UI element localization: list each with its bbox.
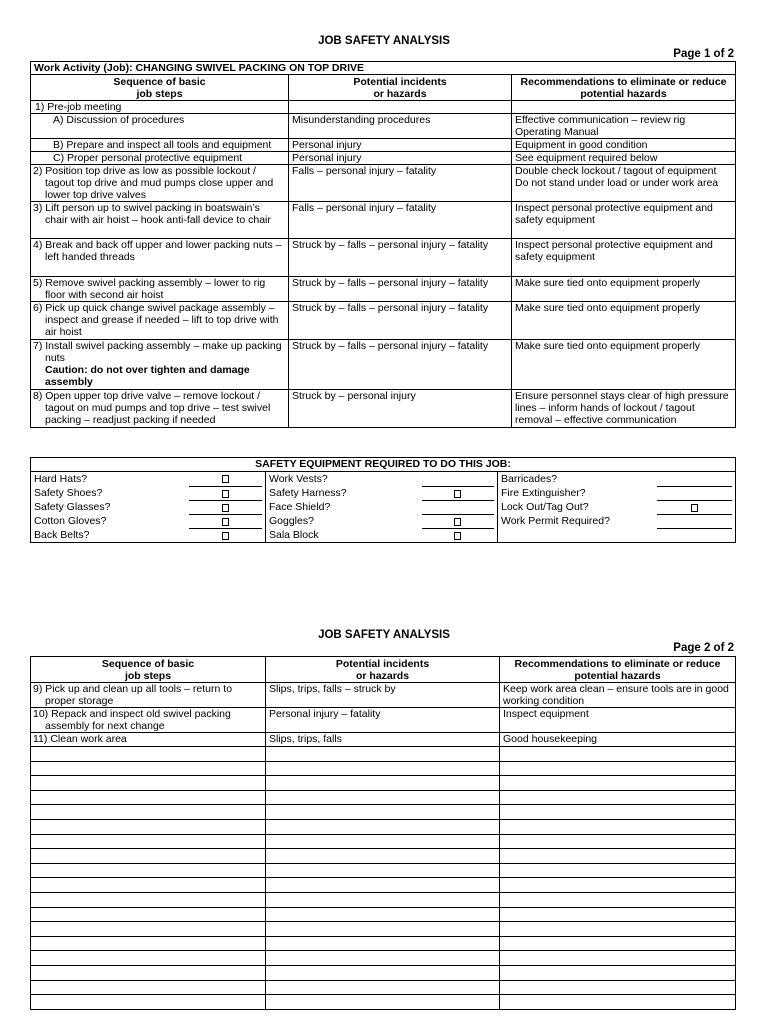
checkbox-icon[interactable] bbox=[222, 504, 229, 512]
hazard-cell: Slips, trips, falls bbox=[266, 733, 500, 747]
blank-cell[interactable] bbox=[500, 747, 736, 762]
blank-cell[interactable] bbox=[266, 776, 500, 791]
equipment-row bbox=[31, 528, 736, 543]
blank-cell[interactable] bbox=[31, 834, 266, 849]
checkbox-icon[interactable] bbox=[222, 518, 229, 526]
blank-row bbox=[31, 790, 736, 805]
table-row bbox=[31, 152, 736, 165]
page1-page-label: Page 1 of 2 bbox=[673, 48, 734, 60]
checkbox-icon[interactable] bbox=[454, 532, 461, 540]
blank-row bbox=[31, 907, 736, 922]
equipment-label: Safety Glasses? bbox=[31, 500, 186, 514]
blank-cell[interactable] bbox=[266, 761, 500, 776]
hazard-cell: Struck by – falls – personal injury – fatality bbox=[289, 277, 512, 302]
blank-cell[interactable] bbox=[266, 878, 500, 893]
safety-equipment-heading: SAFETY EQUIPMENT REQUIRED TO DO THIS JOB: bbox=[31, 458, 736, 472]
recommendation-cell: Keep work area clean – ensure tools are in good working condition bbox=[500, 683, 736, 708]
blank-cell[interactable] bbox=[31, 936, 266, 951]
step-text: 7) Install swivel packing assembly – make up packing nuts bbox=[33, 340, 282, 364]
blank-cell[interactable] bbox=[500, 805, 736, 820]
blank-cell[interactable] bbox=[31, 819, 266, 834]
recommendation-cell: Good housekeeping bbox=[500, 733, 736, 747]
blank-cell[interactable] bbox=[500, 863, 736, 878]
blank-cell[interactable] bbox=[500, 951, 736, 966]
blank-cell[interactable] bbox=[500, 776, 736, 791]
step-cell: 5) Remove swivel packing assembly – lower to rig floor with second air hoist bbox=[31, 277, 289, 302]
equipment-check-cell bbox=[419, 514, 498, 528]
blank-row bbox=[31, 819, 736, 834]
jsa-table-page2 bbox=[30, 656, 736, 1010]
blank-cell[interactable] bbox=[31, 907, 266, 922]
table-row bbox=[31, 708, 736, 733]
header-hazards: Potential incidents or hazards bbox=[266, 657, 500, 683]
step-cell: B) Prepare and inspect all tools and equipment bbox=[31, 139, 289, 152]
hazard-cell: Personal injury bbox=[289, 139, 512, 152]
hazard-cell: Struck by – falls – personal injury – fatality bbox=[289, 239, 512, 277]
blank-row bbox=[31, 805, 736, 820]
blank-cell[interactable] bbox=[31, 805, 266, 820]
blank-row bbox=[31, 776, 736, 791]
header-hazards: Potential incidents or hazards bbox=[289, 75, 512, 101]
equipment-label: Fire Extinguisher? bbox=[498, 486, 654, 500]
step-cell: 11) Clean work area bbox=[31, 733, 266, 747]
table-row bbox=[31, 340, 736, 390]
blank-cell[interactable] bbox=[31, 849, 266, 864]
blank-cell[interactable] bbox=[266, 892, 500, 907]
step-cell: 6) Pick up quick change swivel package assembly – inspect and grease if needed – lift to top drive with air hoist bbox=[31, 302, 289, 340]
recommendation-cell: Double check lockout / tagout of equipment Do not stand under load or under work area bbox=[512, 165, 736, 202]
equipment-check-cell bbox=[186, 528, 266, 543]
step-cell: 1) Pre-job meeting bbox=[31, 101, 289, 114]
blank-cell[interactable] bbox=[266, 922, 500, 937]
blank-row bbox=[31, 936, 736, 951]
step-cell: 3) Lift person up to swivel packing in boatswain’s chair with air hoist – hook anti-fall device to chair bbox=[31, 202, 289, 239]
blank-row bbox=[31, 747, 736, 762]
blank-cell[interactable] bbox=[31, 761, 266, 776]
blank-cell[interactable] bbox=[500, 819, 736, 834]
table-row bbox=[31, 202, 736, 239]
checkbox-icon[interactable] bbox=[222, 475, 229, 483]
blank-row bbox=[31, 995, 736, 1010]
blank-cell[interactable] bbox=[266, 980, 500, 995]
checkbox-icon[interactable] bbox=[222, 532, 229, 540]
equipment-check-cell bbox=[654, 528, 736, 543]
hazard-cell: Struck by – personal injury bbox=[289, 390, 512, 428]
blank-cell[interactable] bbox=[31, 922, 266, 937]
hazard-cell: Misunderstanding procedures bbox=[289, 114, 512, 139]
blank-row bbox=[31, 892, 736, 907]
step-cell: 4) Break and back off upper and lower packing nuts – left handed threads bbox=[31, 239, 289, 277]
hazard-cell: Falls – personal injury – fatality bbox=[289, 202, 512, 239]
equipment-row bbox=[31, 500, 736, 514]
equipment-row bbox=[31, 486, 736, 500]
checkbox-icon[interactable] bbox=[454, 518, 461, 526]
blank-row bbox=[31, 878, 736, 893]
equipment-label: Safety Shoes? bbox=[31, 486, 186, 500]
blank-cell[interactable] bbox=[266, 849, 500, 864]
caution-text: Caution: do not over tighten and damage assembly bbox=[45, 364, 250, 388]
equipment-label: Back Belts? bbox=[31, 528, 186, 543]
recommendation-cell: Inspect equipment bbox=[500, 708, 736, 733]
equipment-check-cell bbox=[419, 528, 498, 543]
hazard-cell bbox=[289, 101, 512, 114]
hazard-cell: Slips, trips, falls – struck by bbox=[266, 683, 500, 708]
safety-equipment-table bbox=[30, 457, 736, 543]
equipment-check-cell bbox=[186, 472, 266, 487]
equipment-label: Face Shield? bbox=[266, 500, 419, 514]
table-row bbox=[31, 683, 736, 708]
recommendation-cell: See equipment required below bbox=[512, 152, 736, 165]
blank-cell[interactable] bbox=[31, 776, 266, 791]
equipment-row bbox=[31, 514, 736, 528]
hazard-cell: Struck by – falls – personal injury – fatality bbox=[289, 302, 512, 340]
blank-cell[interactable] bbox=[266, 965, 500, 980]
equipment-check-cell bbox=[654, 486, 736, 500]
blank-row bbox=[31, 761, 736, 776]
equipment-check-cell bbox=[654, 514, 736, 528]
blank-cell[interactable] bbox=[31, 980, 266, 995]
equipment-label: Work Permit Required? bbox=[498, 514, 654, 528]
step-cell: 10) Repack and inspect old swivel packing assembly for next change bbox=[31, 708, 266, 733]
step-cell: 2) Position top drive as low as possible lockout / tagout top drive and mud pumps close upper and lower top drive valves bbox=[31, 165, 289, 202]
page2-page-label: Page 2 of 2 bbox=[673, 642, 734, 654]
blank-cell[interactable] bbox=[500, 965, 736, 980]
hazard-cell: Personal injury bbox=[289, 152, 512, 165]
equipment-label: Safety Harness? bbox=[266, 486, 419, 500]
checkbox-icon[interactable] bbox=[454, 490, 461, 498]
blank-cell[interactable] bbox=[500, 878, 736, 893]
blank-cell[interactable] bbox=[500, 922, 736, 937]
equipment-label: Barricades? bbox=[498, 472, 654, 487]
equipment-check-cell bbox=[186, 514, 266, 528]
blank-row bbox=[31, 980, 736, 995]
blank-row bbox=[31, 849, 736, 864]
table-row bbox=[31, 239, 736, 277]
blank-cell[interactable] bbox=[500, 995, 736, 1010]
blank-row bbox=[31, 965, 736, 980]
checkbox-icon[interactable] bbox=[222, 490, 229, 498]
jsa-table-page1 bbox=[30, 61, 736, 428]
equipment-label bbox=[498, 528, 654, 543]
recommendation-cell bbox=[512, 101, 736, 114]
blank-cell[interactable] bbox=[500, 936, 736, 951]
recommendation-cell: Effective communication – review rig Operating Manual bbox=[512, 114, 736, 139]
blank-cell[interactable] bbox=[266, 819, 500, 834]
blank-cell[interactable] bbox=[31, 878, 266, 893]
table-row bbox=[31, 733, 736, 747]
header-recommendations: Recommendations to eliminate or reduce potential hazards bbox=[512, 75, 736, 101]
blank-cell[interactable] bbox=[500, 761, 736, 776]
equipment-label: Sala Block bbox=[266, 528, 419, 543]
header-recommendations: Recommendations to eliminate or reduce potential hazards bbox=[500, 657, 736, 683]
blank-cell[interactable] bbox=[266, 951, 500, 966]
blank-cell[interactable] bbox=[31, 892, 266, 907]
equipment-label: Work Vests? bbox=[266, 472, 419, 487]
recommendation-cell: Inspect personal protective equipment and safety equipment bbox=[512, 202, 736, 239]
hazard-cell: Struck by – falls – personal injury – fatality bbox=[289, 340, 512, 390]
blank-cell[interactable] bbox=[266, 834, 500, 849]
equipment-label: Goggles? bbox=[266, 514, 419, 528]
table-row bbox=[31, 390, 736, 428]
recommendation-cell: Equipment in good condition bbox=[512, 139, 736, 152]
blank-cell[interactable] bbox=[500, 892, 736, 907]
equipment-check-cell bbox=[654, 472, 736, 487]
work-activity: Work Activity (Job): CHANGING SWIVEL PACKING ON TOP DRIVE bbox=[31, 62, 736, 75]
table-row bbox=[31, 139, 736, 152]
blank-cell[interactable] bbox=[500, 834, 736, 849]
equipment-label: Hard Hats? bbox=[31, 472, 186, 487]
blank-cell[interactable] bbox=[266, 790, 500, 805]
blank-cell[interactable] bbox=[31, 965, 266, 980]
blank-cell[interactable] bbox=[500, 907, 736, 922]
blank-cell[interactable] bbox=[266, 995, 500, 1010]
blank-cell[interactable] bbox=[266, 863, 500, 878]
blank-cell[interactable] bbox=[31, 863, 266, 878]
step-cell bbox=[31, 340, 289, 390]
equipment-check-cell bbox=[186, 486, 266, 500]
blank-cell[interactable] bbox=[31, 790, 266, 805]
table-row bbox=[31, 101, 736, 114]
recommendation-cell: Make sure tied onto equipment properly bbox=[512, 302, 736, 340]
equipment-check-cell bbox=[419, 486, 498, 500]
blank-row bbox=[31, 863, 736, 878]
step-cell: 9) Pick up and clean up all tools – return to proper storage bbox=[31, 683, 266, 708]
hazard-cell: Personal injury – fatality bbox=[266, 708, 500, 733]
equipment-label: Cotton Gloves? bbox=[31, 514, 186, 528]
recommendation-cell: Ensure personnel stays clear of high pressure lines – inform hands of lockout / tagout removal – effective communication bbox=[512, 390, 736, 428]
blank-row bbox=[31, 922, 736, 937]
table-row bbox=[31, 114, 736, 139]
equipment-check-cell bbox=[419, 472, 498, 487]
equipment-check-cell bbox=[186, 500, 266, 514]
blank-cell[interactable] bbox=[266, 936, 500, 951]
blank-cell[interactable] bbox=[31, 747, 266, 762]
equipment-check-cell bbox=[419, 500, 498, 514]
blank-cell[interactable] bbox=[266, 747, 500, 762]
blank-row bbox=[31, 834, 736, 849]
page1-title: JOB SAFETY ANALYSIS bbox=[318, 35, 450, 47]
header-job-steps: Sequence of basic job steps bbox=[31, 657, 266, 683]
recommendation-cell: Inspect personal protective equipment and safety equipment bbox=[512, 239, 736, 277]
blank-cell[interactable] bbox=[266, 805, 500, 820]
table-row bbox=[31, 302, 736, 340]
table-row bbox=[31, 165, 736, 202]
step-cell: 8) Open upper top drive valve – remove lockout / tagout on mud pumps and top drive – test swivel packing – readjust packing if needed bbox=[31, 390, 289, 428]
equipment-label: Lock Out/Tag Out? bbox=[498, 500, 654, 514]
equipment-check-cell bbox=[654, 500, 736, 514]
hazard-cell: Falls – personal injury – fatality bbox=[289, 165, 512, 202]
blank-cell[interactable] bbox=[500, 790, 736, 805]
blank-cell[interactable] bbox=[31, 951, 266, 966]
blank-row bbox=[31, 951, 736, 966]
equipment-row bbox=[31, 472, 736, 487]
recommendation-cell: Make sure tied onto equipment properly bbox=[512, 340, 736, 390]
header-job-steps: Sequence of basic job steps bbox=[31, 75, 289, 101]
step-cell: A) Discussion of procedures bbox=[31, 114, 289, 139]
step-cell: C) Proper personal protective equipment bbox=[31, 152, 289, 165]
page2-title: JOB SAFETY ANALYSIS bbox=[318, 629, 450, 641]
blank-cell[interactable] bbox=[500, 980, 736, 995]
blank-cell[interactable] bbox=[500, 849, 736, 864]
blank-cell[interactable] bbox=[266, 907, 500, 922]
blank-cell[interactable] bbox=[31, 995, 266, 1010]
table-row bbox=[31, 277, 736, 302]
recommendation-cell: Make sure tied onto equipment properly bbox=[512, 277, 736, 302]
checkbox-icon[interactable] bbox=[691, 504, 698, 512]
